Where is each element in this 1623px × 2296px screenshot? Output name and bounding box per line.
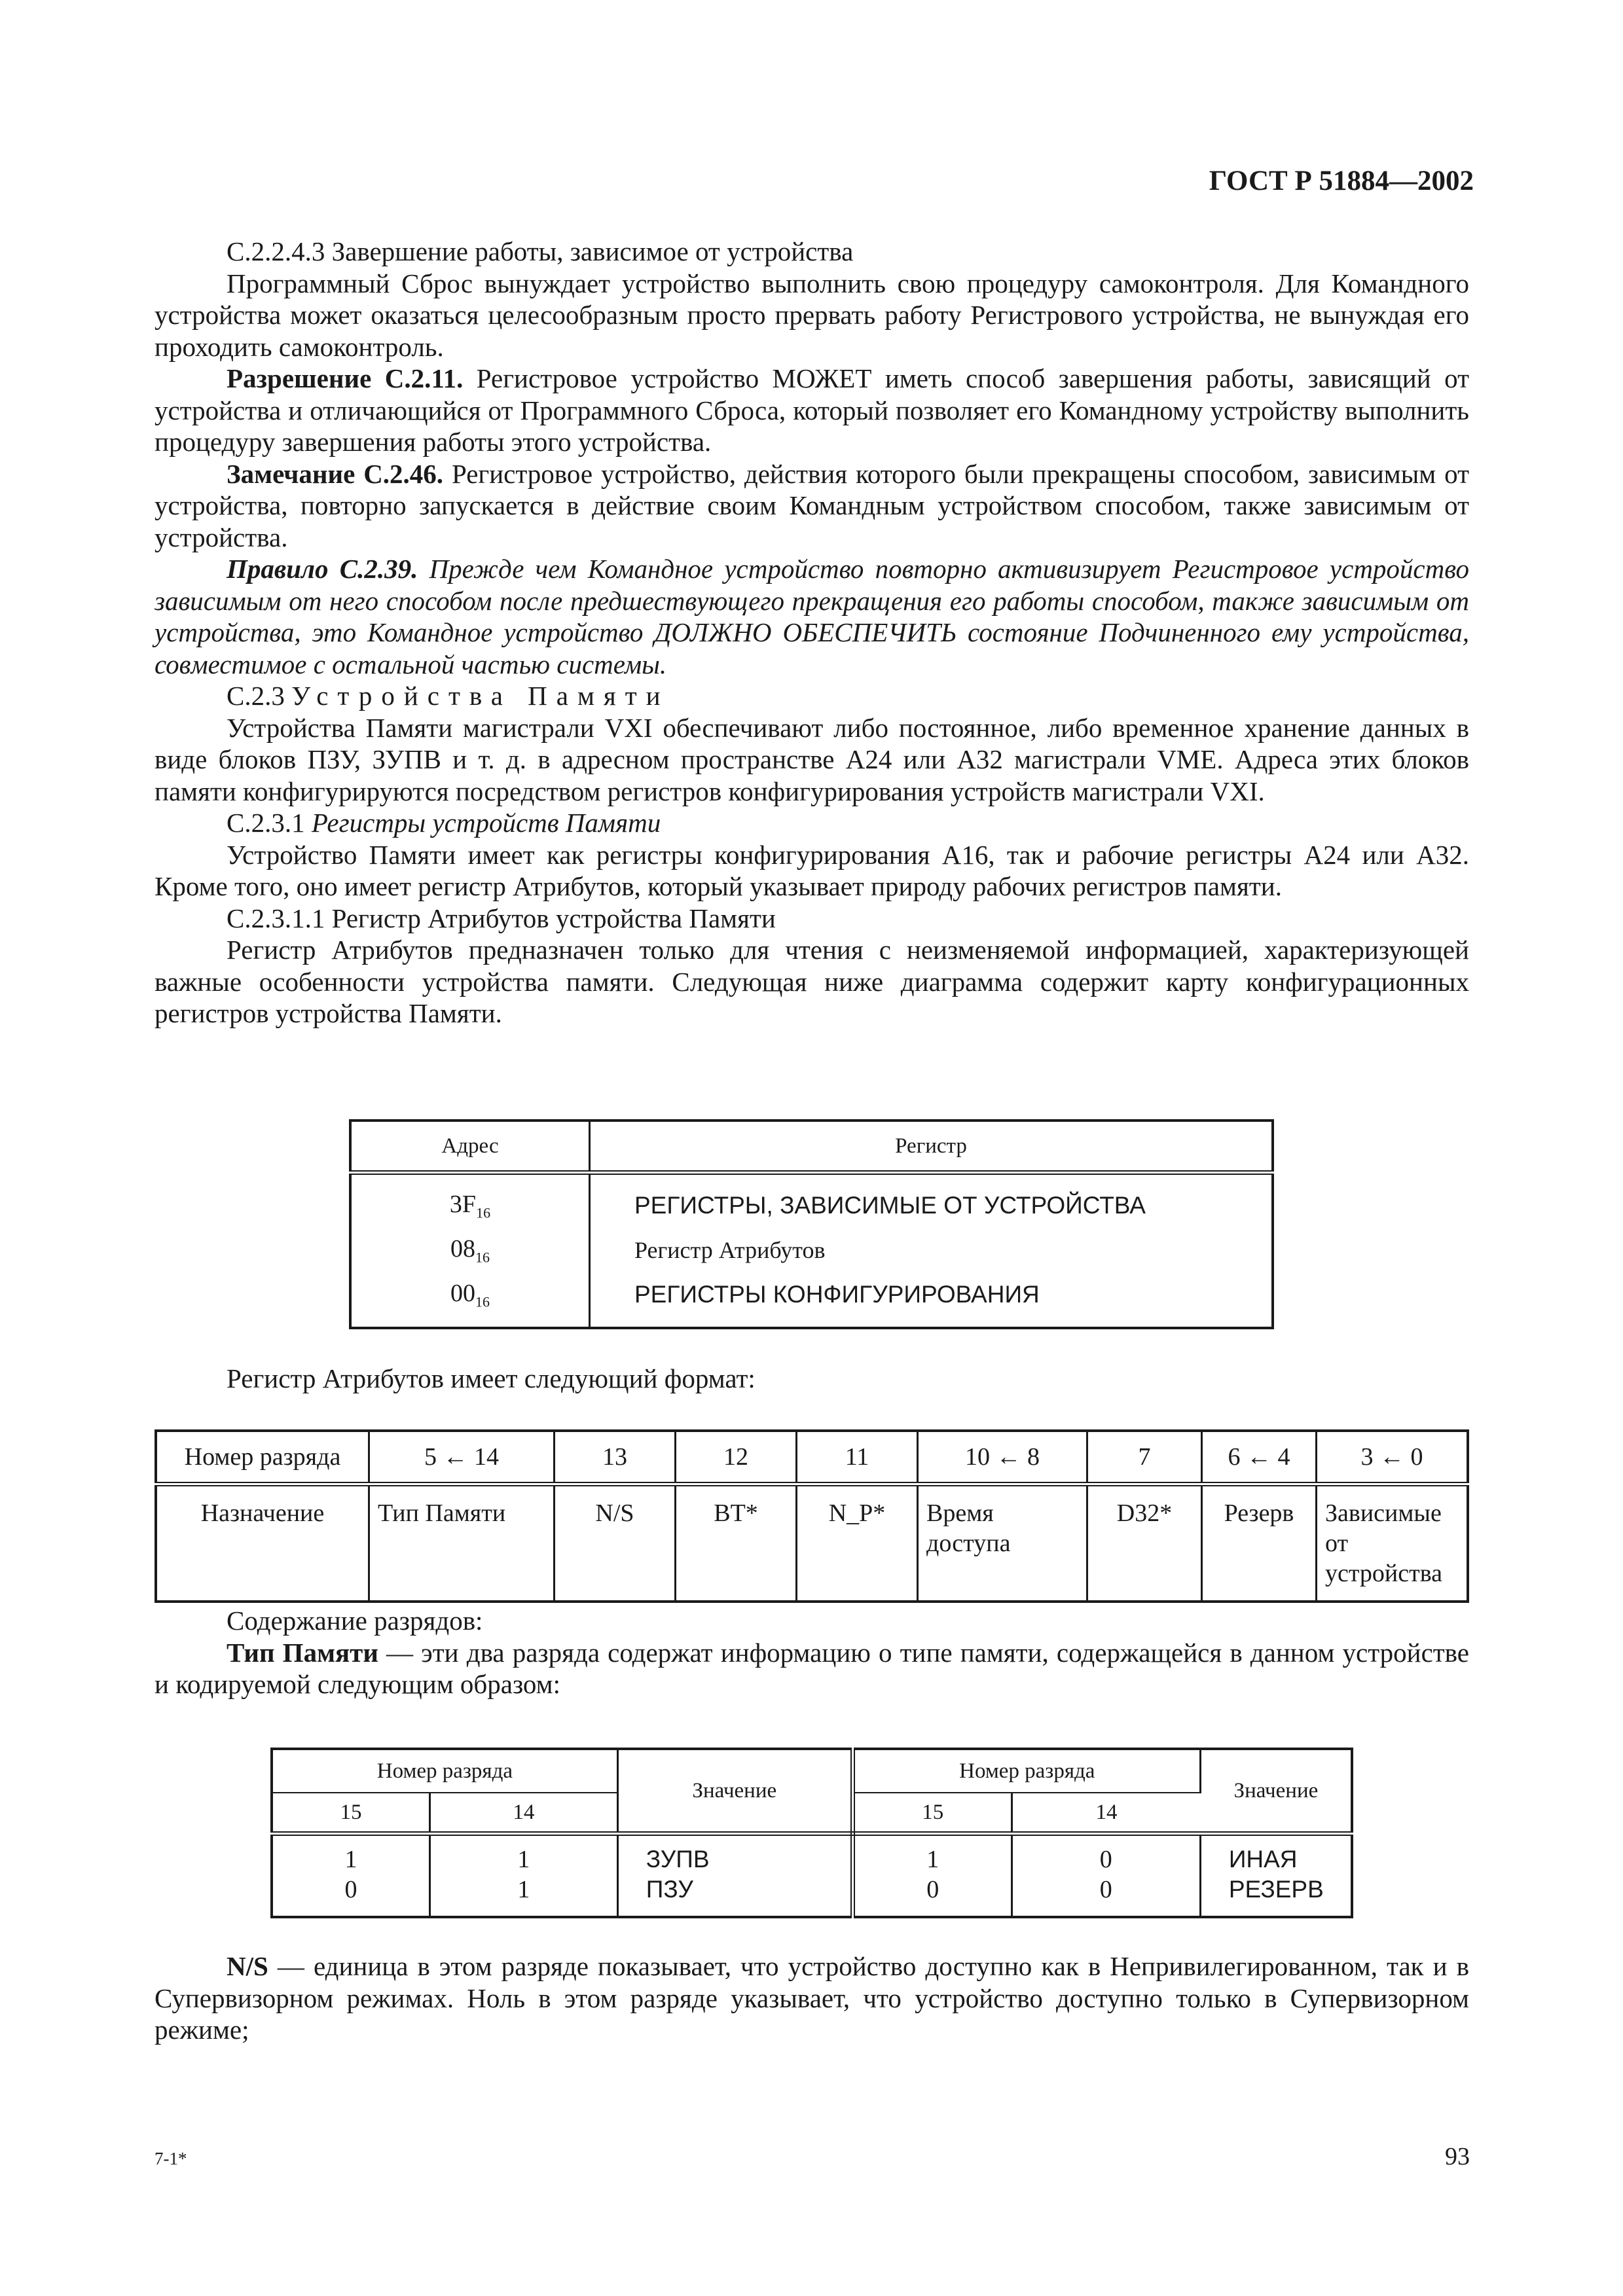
memory-type-text: — эти два разряда содержат информацию о типе памяти, содержащейся в данном устройстве и кодируемой следующим образом: bbox=[155, 1637, 1470, 1699]
purpose-label: Назначение bbox=[156, 1484, 369, 1602]
table-row bbox=[272, 1834, 1352, 1875]
page-number: 93 bbox=[1445, 2143, 1470, 2170]
memory-type-value: РЕЗЕРВ bbox=[1228, 1876, 1324, 1903]
paragraph: Устройство Памяти имеет как регистры конфигурирования А16, так и рабочие регистры А24 или А32. Кроме того, оно имеет регистр Атрибутов, который указывает природу рабочих регистров памяти. bbox=[155, 839, 1469, 901]
table-row bbox=[350, 1228, 1273, 1272]
value-header: Значение bbox=[617, 1749, 852, 1834]
section-number: С.2.3 bbox=[227, 681, 292, 711]
field-cell: Зависимые от устройства bbox=[1325, 1499, 1443, 1587]
bit-14-header: 14 bbox=[430, 1793, 618, 1834]
rule-paragraph bbox=[155, 553, 1469, 680]
field-cell: Время доступа bbox=[918, 1484, 1087, 1602]
memory-type-table bbox=[270, 1748, 1353, 1918]
ns-paragraph bbox=[155, 1950, 1469, 2046]
bit-value: 0 bbox=[852, 1874, 1012, 1917]
bit-cell: 10 ← 8 bbox=[918, 1431, 1087, 1484]
body-text-bottom bbox=[155, 1950, 1469, 2046]
rule-label: Правило С.2.39. bbox=[227, 554, 418, 584]
table-header-row bbox=[350, 1121, 1273, 1173]
permission-text: Регистровое устройство МОЖЕТ иметь способ завершения работы, зависящий от устройства и отличающийся от Программного Сброса, который позволяет его Командному устройству выполнить процедуру завершения работы этого устройства. bbox=[155, 363, 1470, 457]
bit-number-header: Номер разряда bbox=[272, 1749, 617, 1793]
section-heading: С.2.2.4.3 Завершение работы, зависимое от устройства bbox=[227, 236, 854, 266]
address-cell: $3F_{16}$ bbox=[350, 1173, 590, 1229]
bit-value: 0 bbox=[1012, 1834, 1200, 1875]
format-caption: Регистр Атрибутов имеет следующий формат: bbox=[227, 1363, 756, 1393]
register-cell: РЕГИСТРЫ, ЗАВИСИМЫЕ ОТ УСТРОЙСТВА bbox=[634, 1192, 1146, 1219]
bit-value: 1 bbox=[430, 1834, 618, 1875]
permission-paragraph bbox=[155, 363, 1469, 458]
bit-cell: 5 ← 14 bbox=[369, 1431, 555, 1484]
paragraph: Устройства Памяти магистрали VXI обеспечивают либо постоянное, либо временное хранение данных в виде блоков ПЗУ, ЗУПВ и т. д. в адресном пространстве А24 или А32 магистрали VME. Адреса этих блоков памяти конфигурируются посредством регистров конфигурирования устройств магистрали VXI. bbox=[155, 712, 1469, 806]
field-cell: N_P* bbox=[797, 1484, 918, 1602]
memory-type-value: ИНАЯ bbox=[1228, 1846, 1298, 1873]
table-header-row bbox=[272, 1749, 1352, 1793]
address-cell: $00_{16}$ bbox=[350, 1272, 590, 1328]
bit-cell: 3 ← 0 bbox=[1317, 1431, 1468, 1484]
subsection-heading bbox=[155, 807, 1469, 839]
bit-cell: 11 bbox=[797, 1431, 918, 1484]
value-header: Значение bbox=[1200, 1749, 1352, 1834]
bit-number-header: Номер разряда bbox=[852, 1749, 1200, 1793]
bit-value: 1 bbox=[852, 1834, 1012, 1875]
note-text: Регистровое устройство, действия которого были прекращены способом, зависимым от устройства, повторно запускается в действие своим Командным устройством способом, также зависимым от устройства. bbox=[155, 458, 1469, 552]
bit-value: 0 bbox=[272, 1874, 430, 1917]
subsubsection-heading: С.2.3.1.1 Регистр Атрибутов устройства Памяти bbox=[227, 903, 776, 933]
permission-label: Разрешение С.2.11. bbox=[227, 363, 464, 393]
attribute-register-format-table bbox=[155, 1429, 1469, 1603]
column-header-address: Адрес bbox=[350, 1121, 590, 1173]
bit-cell: 13 bbox=[555, 1431, 676, 1484]
table-row bbox=[272, 1874, 1352, 1917]
body-text-middle bbox=[155, 1605, 1469, 1700]
body-text-top bbox=[155, 236, 1469, 1030]
address-cell: $08_{16}$ bbox=[350, 1228, 590, 1272]
table-row bbox=[350, 1272, 1273, 1328]
field-cell: D32* bbox=[1087, 1484, 1202, 1602]
field-cell: N/S bbox=[555, 1484, 676, 1602]
bit-cell: 7 bbox=[1087, 1431, 1202, 1484]
bit-value: 0 bbox=[1012, 1874, 1200, 1917]
table-row bbox=[350, 1173, 1273, 1229]
bit-cell: 12 bbox=[676, 1431, 797, 1484]
column-header-register: Регистр bbox=[590, 1121, 1273, 1173]
register-map-table bbox=[349, 1119, 1274, 1329]
bit-value: 1 bbox=[272, 1834, 430, 1875]
field-cell: BT* bbox=[676, 1484, 797, 1602]
subsection-title: Регистры устройств Памяти bbox=[311, 808, 661, 838]
paragraph: Содержание разрядов: bbox=[227, 1605, 483, 1636]
bit-15-header: 15 bbox=[272, 1793, 430, 1834]
register-cell: Регистр Атрибутов bbox=[634, 1237, 826, 1263]
section-heading-memory bbox=[155, 680, 1469, 712]
section-title: Устройства Памяти bbox=[291, 681, 670, 711]
memory-type-paragraph bbox=[155, 1637, 1469, 1700]
bit-cell: 6 ← 4 bbox=[1202, 1431, 1317, 1484]
field-cell: Резерв bbox=[1202, 1484, 1317, 1602]
subsection-number: С.2.3.1 bbox=[227, 808, 312, 838]
bit-number-label: Номер разряда bbox=[156, 1431, 369, 1484]
doc-number-header: ГОСТ Р 51884—2002 bbox=[1209, 166, 1474, 196]
note-paragraph bbox=[155, 458, 1469, 554]
rule-text: Прежде чем Командное устройство повторно активизирует Регистровое устройство зависимым от него способом после предшествующего прекращения его работы способом, также зависимым от устройства, это Командное устройство ДОЛЖНО ОБЕСПЕЧИТЬ состояние Подчиненного ему устройства, совместимое с остальной частью системы. bbox=[155, 554, 1469, 679]
memory-type-label: Тип Памяти bbox=[227, 1637, 378, 1668]
ns-label: N/S bbox=[227, 1951, 268, 1981]
memory-type-value: ПЗУ bbox=[617, 1874, 852, 1917]
bit-value: 1 bbox=[430, 1874, 618, 1917]
memory-type-value: ЗУПВ bbox=[617, 1834, 852, 1875]
footer-sheet-mark: 7-1* bbox=[155, 2149, 187, 2168]
field-cell: Тип Памяти bbox=[369, 1484, 555, 1602]
bit-number-row bbox=[156, 1431, 1468, 1484]
register-cell: РЕГИСТРЫ КОНФИГУРИРОВАНИЯ bbox=[634, 1281, 1040, 1308]
bit-14-header: 14 bbox=[1012, 1793, 1200, 1834]
paragraph: Регистр Атрибутов предназначен только для чтения с неизменяемой информацией, характеризующей важные особенности устройства памяти. Следующая ниже диаграмма содержит карту конфигурационных регистров устройства Памяти. bbox=[155, 935, 1469, 1028]
ns-text: — единица в этом разряде показывает, что устройство доступно как в Непривилегированном, так и в Супервизорном режимах. Ноль в этом разряде указывает, что устройство доступно только в Супервизорном режиме; bbox=[155, 1951, 1469, 2045]
paragraph: Программный Сброс вынуждает устройство выполнить свою процедуру самоконтроля. Для Командного устройства может оказаться целесообразным просто прервать работу Регистрового устройства, не вынуждая его проходить самоконтроль. bbox=[155, 268, 1469, 362]
note-label: Замечание С.2.46. bbox=[227, 458, 444, 489]
purpose-row bbox=[156, 1484, 1468, 1602]
bit-15-header: 15 bbox=[852, 1793, 1012, 1834]
